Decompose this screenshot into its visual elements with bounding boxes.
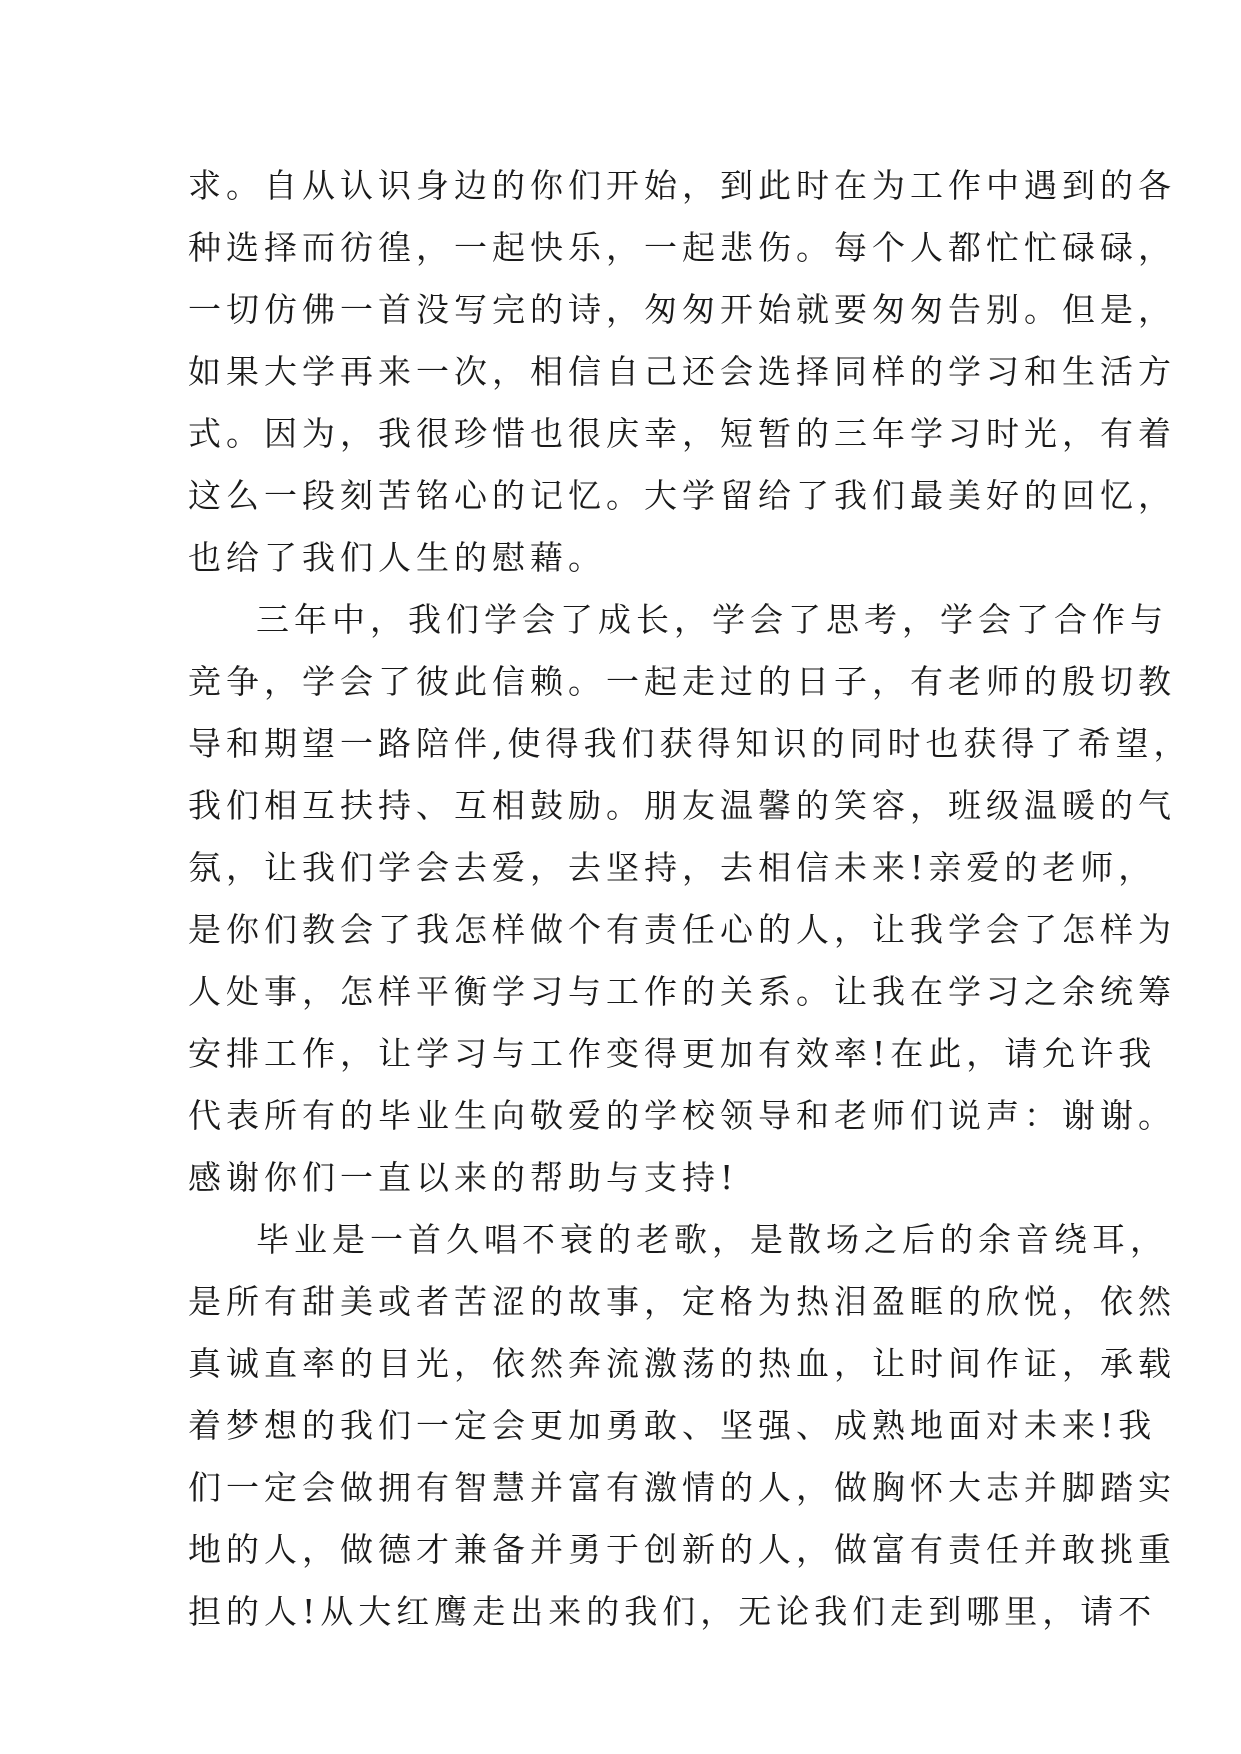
text-line: 是所有甜美或者苦涩的故事，定格为热泪盈眶的欣悦，依然 — [188, 1282, 1176, 1321]
text-line: 氛，让我们学会去爱，去坚持，去相信未来!亲爱的老师， — [188, 848, 1157, 887]
text-line: 一切仿佛一首没写完的诗，匆匆开始就要匆匆告别。但是， — [188, 290, 1176, 329]
text-line: 这么一段刻苦铭心的记忆。大学留给了我们最美好的回忆， — [188, 476, 1176, 515]
text-line: 是你们教会了我怎样做个有责任心的人，让我学会了怎样为 — [188, 910, 1176, 949]
text-line: 担的人!从大红鹰走出来的我们，无论我们走到哪里，请不 — [188, 1592, 1157, 1631]
text-line: 安排工作，让学习与工作变得更加有效率!在此，请允许我 — [188, 1034, 1157, 1073]
text-line: 如果大学再来一次，相信自己还会选择同样的学习和生活方 — [188, 352, 1176, 391]
text-line: 人处事，怎样平衡学习与工作的关系。让我在学习之余统筹 — [188, 972, 1176, 1011]
text-line: 求。自从认识身边的你们开始，到此时在为工作中遇到的各 — [188, 166, 1176, 205]
text-line: 种选择而彷徨，一起快乐，一起悲伤。每个人都忙忙碌碌， — [188, 228, 1176, 267]
text-line: 导和期望一路陪伴,使得我们获得知识的同时也获得了希望， — [188, 724, 1192, 763]
text-line: 也给了我们人生的慰藉。 — [188, 538, 606, 577]
text-line: 竞争，学会了彼此信赖。一起走过的日子，有老师的殷切教 — [188, 662, 1176, 701]
body-text — [188, 155, 1192, 1643]
text-line: 代表所有的毕业生向敬爱的学校领导和老师们说声：谢谢。 — [188, 1096, 1176, 1135]
paragraph-first-line: 毕业是一首久唱不衰的老歌，是散场之后的余音绕耳， — [256, 1220, 1168, 1259]
text-line: 式。因为，我很珍惜也很庆幸，短暂的三年学习时光，有着 — [188, 414, 1176, 453]
text-line: 我们相互扶持、互相鼓励。朋友温馨的笑容，班级温暖的气 — [188, 786, 1176, 825]
text-line: 真诚直率的目光，依然奔流激荡的热血，让时间作证，承载 — [188, 1344, 1176, 1383]
text-line: 地的人，做德才兼备并勇于创新的人，做富有责任并敢挑重 — [188, 1530, 1176, 1569]
text-line: 感谢你们一直以来的帮助与支持! — [188, 1158, 739, 1197]
text-line: 着梦想的我们一定会更加勇敢、坚强、成熟地面对未来!我 — [188, 1406, 1157, 1445]
paragraph-first-line: 三年中，我们学会了成长，学会了思考，学会了合作与 — [256, 600, 1168, 639]
text-line: 们一定会做拥有智慧并富有激情的人，做胸怀大志并脚踏实 — [188, 1468, 1176, 1507]
